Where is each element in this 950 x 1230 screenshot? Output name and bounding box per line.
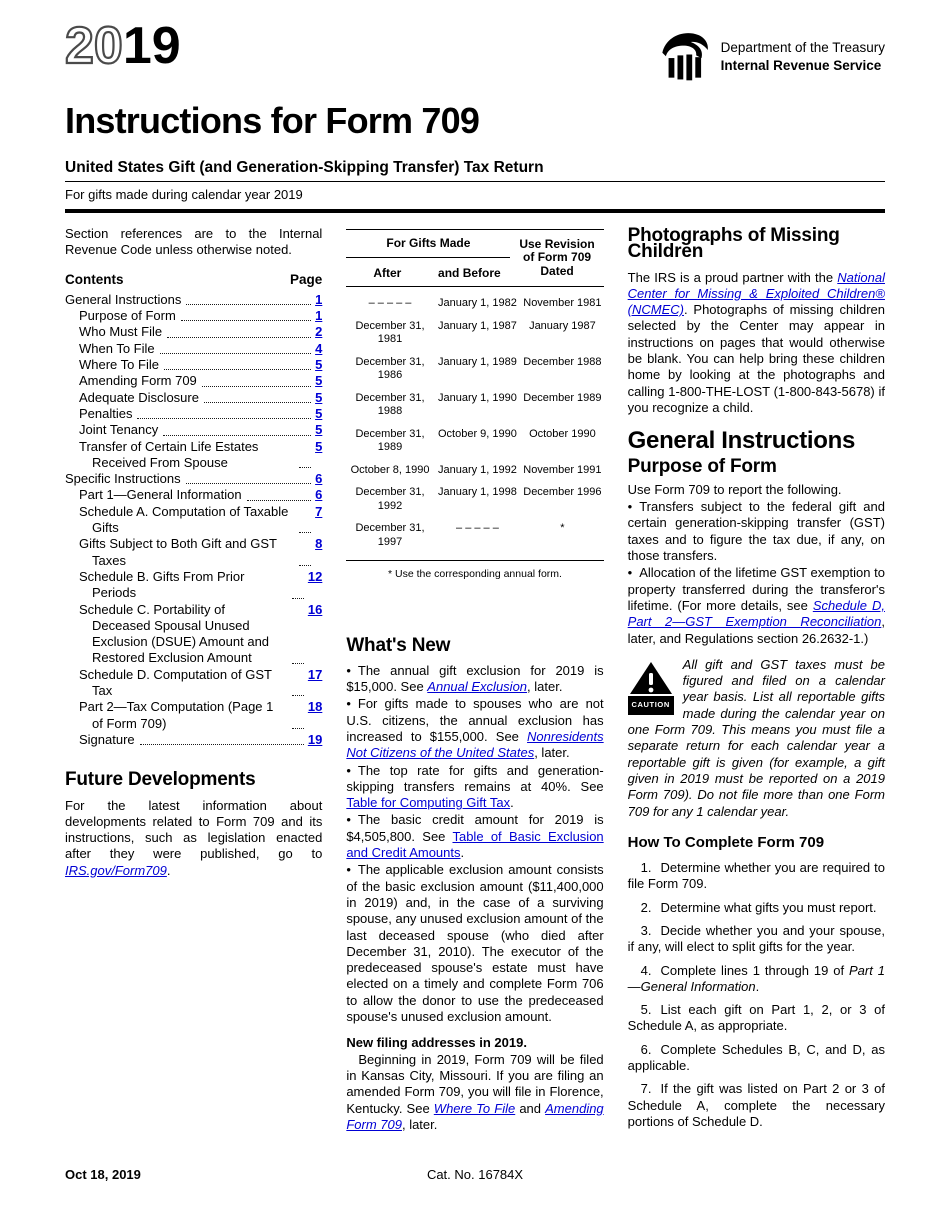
how-to-heading: How To Complete Form 709 bbox=[627, 833, 825, 851]
how-to-step bbox=[628, 1042, 885, 1075]
toc-leader-dots bbox=[299, 565, 311, 566]
table-col-revision: Use Revision of Form 709 Dated bbox=[519, 236, 595, 278]
toc-page-link[interactable]: 2 bbox=[315, 324, 323, 340]
cell-revision: December 1996 bbox=[523, 486, 602, 498]
bullet-text: The basic credit amount for 2019 is $4,505,800. See Table of Basic Exclusion and Credit Amounts. bbox=[346, 812, 604, 861]
caution-note bbox=[628, 657, 885, 820]
whats-new-bullet bbox=[346, 763, 603, 812]
toc-page-link[interactable]: 16 bbox=[307, 601, 323, 617]
cell-after: December 31, 1989 bbox=[355, 427, 425, 453]
toc-entry-label: Where To File bbox=[79, 357, 159, 373]
step-text: Determine what gifts you must report. bbox=[660, 899, 877, 915]
toc-page-link[interactable]: 4 bbox=[315, 340, 323, 356]
bullet-icon: • bbox=[346, 812, 351, 828]
photographs-heading: Photographs of Missing Children bbox=[627, 225, 840, 263]
document-tagline: For gifts made during calendar year 2019 bbox=[65, 182, 885, 213]
caution-label: CAUTION bbox=[628, 696, 674, 715]
toc-leader-dots bbox=[160, 353, 311, 354]
toc-page-link[interactable]: 12 bbox=[307, 568, 323, 584]
purpose-bullet bbox=[628, 499, 885, 564]
toc-page-link[interactable]: 5 bbox=[315, 389, 323, 405]
italic-text: Part 1—General Information bbox=[627, 962, 885, 994]
bullet-text: Allocation of the lifetime GST exemption to property transferred during the transferor's lifetime. (For more details, see Schedule D, Part 2—GST Exemption Reconciliation, later, and Regulations section 26.2632-1.) bbox=[627, 565, 885, 646]
toc-leader-dots bbox=[140, 744, 304, 745]
step-number: 2. bbox=[640, 899, 652, 915]
year-outline-digits: 20 bbox=[65, 17, 123, 75]
future-developments-text: For the latest information about developments related to Form 709 and its instructions, such as legislation enacted after they were published, go to IRS.gov/Form709. bbox=[65, 797, 323, 878]
toc-item bbox=[65, 699, 322, 732]
toc-page-link[interactable]: 5 bbox=[315, 405, 323, 421]
cell-after: December 31, 1988 bbox=[355, 391, 425, 417]
toc-page-link[interactable]: 1 bbox=[315, 291, 323, 307]
table-footnote: * Use the corresponding annual form. bbox=[388, 568, 562, 580]
toc-page-link[interactable]: 5 bbox=[315, 373, 323, 389]
step-number: 4. bbox=[640, 962, 652, 978]
toc-item bbox=[65, 357, 322, 373]
toc-item bbox=[65, 292, 322, 308]
bullet-text: For gifts made to spouses who are not U.S. citizens, the annual exclusion has increased to $155,000. See Nonresidents Not Citizens of the United States, later. bbox=[346, 696, 604, 761]
bullet-icon: • bbox=[346, 762, 351, 778]
photographs-text: The IRS is a proud partner with the National Center for Missing & Exploited Children® (NCMEC). Photographs of missing children selected by the Center may appear in instructions on pages that would otherwise be blank. You can help bring these children home by looking at the photographs and calling 1-800-THE-LOST (1-800-843-5678) if you recognize a child. bbox=[627, 269, 885, 415]
how-to-step bbox=[628, 900, 885, 916]
table-row bbox=[346, 383, 603, 419]
toc-leader-dots bbox=[163, 435, 311, 436]
toc-entry-label: Specific Instructions bbox=[65, 471, 181, 487]
cell-before: January 1, 1987 bbox=[437, 319, 517, 332]
revision-table-body bbox=[346, 287, 603, 561]
cell-after: December 31, 1981 bbox=[355, 319, 425, 345]
cell-revision: December 1988 bbox=[523, 355, 602, 368]
table-group-header: For Gifts Made bbox=[346, 230, 510, 258]
cell-revision: * bbox=[560, 522, 565, 534]
cell-revision: November 1981 bbox=[523, 297, 602, 309]
toc-item bbox=[65, 439, 322, 472]
toc-item bbox=[65, 504, 322, 537]
bullet-text: Transfers subject to the federal gift and certain generation-skipping transfer (GST) taxes and to figure the tax due, if any, on those transfers. bbox=[627, 499, 885, 564]
revision-table-header bbox=[346, 230, 603, 287]
cell-after: December 31, 1997 bbox=[355, 522, 425, 548]
table-row bbox=[346, 347, 603, 383]
toc-leader-dots bbox=[299, 467, 311, 468]
toc-entry-label: Gifts Subject to Both Gift and GST Taxes bbox=[79, 536, 277, 568]
toc-page-link[interactable]: 6 bbox=[315, 487, 323, 503]
inline-link[interactable]: Where To File bbox=[433, 1100, 516, 1116]
cell-after: December 31, 1992 bbox=[355, 486, 425, 512]
toc-leader-dots bbox=[167, 337, 311, 338]
toc-item bbox=[65, 732, 322, 748]
toc-item bbox=[65, 324, 322, 340]
step-number: 1. bbox=[640, 860, 652, 876]
page-footer bbox=[65, 1167, 885, 1184]
toc-leader-dots bbox=[181, 320, 311, 321]
page-header bbox=[65, 0, 885, 213]
table-row bbox=[346, 513, 603, 549]
caution-icon bbox=[628, 661, 674, 715]
step-text: Complete Schedules B, C, and D, as applicable. bbox=[627, 1041, 885, 1074]
section-note: Section references are to the Internal Revenue Code unless otherwise noted. bbox=[65, 226, 323, 258]
toc-leader-dots bbox=[292, 598, 304, 599]
page-label: Page bbox=[290, 271, 323, 287]
toc-item bbox=[65, 602, 322, 667]
catalog-number: Cat. No. 16784X bbox=[426, 1167, 524, 1182]
purpose-list bbox=[628, 499, 885, 647]
step-number: 5. bbox=[640, 1002, 652, 1018]
toc-entry-label: Signature bbox=[79, 731, 135, 747]
agency-service: Internal Revenue Service bbox=[720, 58, 882, 73]
toc-item bbox=[65, 536, 322, 569]
caution-text: All gift and GST taxes must be figured and filed on a calendar year basis. List all reportable gifts made during the calendar year on one Form 709. This means you must file a separate return for each calendar year a reportable gift is given (for example, a gift given in 2019 must be reported on a 2019 Form 709). Do not file more than one Form 709 for any 1 calendar year. bbox=[627, 656, 885, 819]
toc-entry-label: Schedule B. Gifts From Prior Periods bbox=[79, 568, 245, 601]
toc-page-link[interactable]: 18 bbox=[307, 699, 323, 715]
toc-leader-dots bbox=[186, 304, 311, 305]
agency-department: Department of the Treasury bbox=[720, 40, 885, 56]
inline-link[interactable]: Amending Form 709 bbox=[346, 1100, 604, 1132]
cell-before: January 1, 1998 bbox=[437, 486, 517, 498]
toc-entry-label: Schedule A. Computation of Taxable Gifts bbox=[79, 503, 289, 536]
footer-date: Oct 18, 2019 bbox=[65, 1167, 141, 1182]
inline-link[interactable]: Table for Computing Gift Tax bbox=[346, 795, 511, 811]
cell-revision: November 1991 bbox=[523, 463, 602, 476]
new-filing-heading: New filing addresses in 2019. bbox=[346, 1035, 527, 1051]
cell-after: – – – – – bbox=[368, 297, 412, 309]
contents-header bbox=[65, 272, 322, 288]
toc-page-link[interactable]: 8 bbox=[315, 536, 323, 552]
document-subtitle: United States Gift (and Generation-Skipping Transfer) Tax Return bbox=[65, 159, 885, 182]
inline-link[interactable]: Schedule D, Part 2—GST Exemption Reconciliation bbox=[627, 597, 885, 630]
cell-before: January 1, 1992 bbox=[437, 463, 517, 476]
inline-link[interactable]: Table of Basic Exclusion and Credit Amounts bbox=[346, 828, 604, 861]
toc-leader-dots bbox=[164, 369, 311, 370]
bullet-icon: • bbox=[627, 499, 633, 515]
step-text: If the gift was listed on Part 2 or 3 of Schedule A, complete the necessary portions of Schedule D. bbox=[627, 1081, 885, 1129]
whats-new-heading: What's New bbox=[346, 634, 451, 656]
toc-item bbox=[65, 471, 322, 487]
toc-entry-label: Transfer of Certain Life Estates Received From Spouse bbox=[79, 438, 259, 470]
agency-text bbox=[721, 39, 885, 74]
form-year bbox=[65, 17, 181, 75]
toc-entry-label: Schedule D. Computation of GST Tax bbox=[79, 666, 272, 699]
year-solid-digits: 19 bbox=[122, 17, 181, 75]
table-row bbox=[346, 419, 603, 455]
cell-before: October 9, 1990 bbox=[437, 427, 517, 440]
toc-item bbox=[65, 422, 322, 438]
toc-item bbox=[65, 341, 322, 357]
toc-entry-label: Who Must File bbox=[79, 324, 163, 340]
toc-item bbox=[65, 373, 322, 389]
toc-page-link[interactable]: 5 bbox=[315, 422, 323, 438]
toc-leader-dots bbox=[292, 695, 304, 696]
toc-entry-label: Joint Tenancy bbox=[79, 422, 159, 438]
table-col-after: After bbox=[373, 265, 402, 280]
left-column bbox=[65, 226, 322, 1140]
table-of-contents bbox=[65, 292, 322, 748]
step-number: 7. bbox=[640, 1081, 652, 1097]
toc-leader-dots bbox=[299, 532, 311, 533]
bullet-text: The annual gift exclusion for 2019 is $15,000. See Annual Exclusion, later. bbox=[346, 662, 604, 695]
whats-new-bullet bbox=[346, 812, 603, 861]
cell-before: – – – – – bbox=[456, 522, 499, 534]
inline-link[interactable]: IRS.gov/Form709 bbox=[65, 862, 167, 878]
whats-new-bullet bbox=[346, 663, 603, 696]
inline-link[interactable]: Annual Exclusion bbox=[427, 679, 528, 695]
step-text: Determine whether you are required to file Form 709. bbox=[627, 860, 885, 892]
how-to-step bbox=[628, 1081, 885, 1130]
toc-leader-dots bbox=[204, 402, 311, 403]
step-number: 3. bbox=[640, 922, 652, 938]
table-row bbox=[346, 455, 603, 478]
toc-page-link[interactable]: 17 bbox=[307, 666, 323, 682]
inline-link[interactable]: Nonresidents Not Citizens of the United States bbox=[346, 728, 604, 761]
right-column bbox=[628, 226, 885, 1140]
toc-entry-label: Penalties bbox=[79, 405, 133, 421]
toc-entry-label: Part 2—Tax Computation (Page 1 of Form 709) bbox=[79, 699, 274, 731]
contents-label: Contents bbox=[65, 271, 124, 287]
toc-item bbox=[65, 308, 322, 324]
how-to-step bbox=[628, 963, 885, 996]
toc-entry-label: General Instructions bbox=[65, 291, 182, 307]
toc-leader-dots bbox=[292, 728, 304, 729]
cell-before: January 1, 1990 bbox=[437, 391, 517, 404]
agency-block bbox=[657, 26, 885, 88]
table-col-before: and Before bbox=[438, 265, 501, 280]
irs-eagle-logo-icon bbox=[657, 26, 714, 88]
toc-item bbox=[65, 390, 322, 406]
bullet-icon: • bbox=[346, 862, 351, 878]
how-to-step bbox=[628, 860, 885, 893]
toc-entry-label: Amending Form 709 bbox=[79, 373, 197, 389]
cell-before: January 1, 1989 bbox=[437, 355, 517, 368]
purpose-bullet bbox=[628, 565, 885, 646]
toc-leader-dots bbox=[202, 386, 311, 387]
cell-revision: December 1989 bbox=[523, 391, 602, 404]
toc-page-link[interactable]: 1 bbox=[315, 308, 323, 324]
toc-page-link[interactable]: 6 bbox=[315, 471, 323, 487]
whats-new-bullet bbox=[346, 696, 603, 761]
toc-leader-dots bbox=[247, 500, 312, 501]
purpose-heading: Purpose of Form bbox=[627, 455, 777, 477]
how-to-step bbox=[628, 1002, 885, 1035]
bullet-text: The top rate for gifts and generation-skipping transfers remains at 40%. See Table for Computing Gift Tax. bbox=[346, 762, 604, 811]
toc-leader-dots bbox=[186, 483, 311, 484]
step-text: Complete lines 1 through 19 of Part 1—General Information. bbox=[627, 962, 885, 994]
bullet-icon: • bbox=[346, 662, 351, 678]
toc-item bbox=[65, 667, 322, 700]
document-title: Instructions for Form 709 bbox=[65, 100, 480, 141]
toc-page-link[interactable]: 5 bbox=[315, 357, 323, 373]
cell-revision: January 1987 bbox=[529, 319, 596, 332]
toc-page-link[interactable]: 5 bbox=[315, 438, 323, 454]
toc-leader-dots bbox=[292, 663, 304, 664]
step-text: List each gift on Part 1, 2, or 3 of Schedule A, as appropriate. bbox=[627, 1002, 885, 1034]
toc-item bbox=[65, 569, 322, 602]
how-to-step bbox=[628, 923, 885, 956]
form-revision-table bbox=[346, 229, 603, 582]
whats-new-bullet bbox=[346, 862, 603, 1025]
toc-leader-dots bbox=[137, 418, 311, 419]
inline-link[interactable]: National Center for Missing & Exploited Children® (NCMEC) bbox=[627, 269, 885, 318]
new-filing-text: Beginning in 2019, Form 709 will be filed in Kansas City, Missouri. If you are filing an amended Form 709, you will file in Florence, Kentucky. See Where To File and Amending Form 709, later. bbox=[346, 1051, 604, 1132]
toc-page-link[interactable]: 19 bbox=[307, 731, 323, 747]
cell-after: December 31, 1986 bbox=[355, 355, 425, 381]
toc-entry-label: Part 1—General Information bbox=[79, 487, 242, 503]
purpose-intro: Use Form 709 to report the following. bbox=[627, 481, 842, 497]
cell-revision: October 1990 bbox=[529, 427, 596, 440]
cell-before: January 1, 1982 bbox=[437, 297, 517, 309]
table-row bbox=[346, 288, 603, 311]
body-columns bbox=[65, 226, 885, 1140]
table-row bbox=[346, 311, 603, 347]
bullet-text: The applicable exclusion amount consists of the basic exclusion amount ($11,400,000 in 2019) and, in the case of a surviving spouse, any unused exclusion amount of the last deceased spouse (who died after December 31, 2010). The executor of the predeceased spouse's estate must have elected on a timely and complete Form 706 to allow the donor to use the predeceased spouse's unused exclusion amount. bbox=[346, 862, 604, 1025]
cell-after: October 8, 1990 bbox=[350, 463, 430, 476]
step-number: 6. bbox=[640, 1041, 652, 1057]
toc-item bbox=[65, 406, 322, 422]
how-to-steps bbox=[628, 860, 885, 1130]
bullet-icon: • bbox=[627, 565, 633, 581]
toc-page-link[interactable]: 7 bbox=[315, 503, 323, 519]
toc-item bbox=[65, 487, 322, 503]
middle-column bbox=[346, 226, 603, 1140]
future-developments-heading: Future Developments bbox=[65, 769, 256, 791]
step-text: Decide whether you and your spouse, if any, will elect to split gifts for the year. bbox=[627, 922, 885, 955]
toc-entry-label: Purpose of Form bbox=[79, 308, 176, 324]
toc-entry-label: When To File bbox=[79, 340, 155, 356]
bullet-icon: • bbox=[346, 696, 351, 712]
whats-new-list bbox=[346, 663, 603, 1026]
toc-entry-label: Adequate Disclosure bbox=[79, 389, 199, 405]
toc-entry-label: Schedule C. Portability of Deceased Spousal Unused Exclusion (DSUE) Amount and Restored Exclusion Amount bbox=[79, 601, 270, 666]
general-instructions-heading: General Instructions bbox=[627, 427, 856, 455]
table-row bbox=[346, 477, 603, 513]
